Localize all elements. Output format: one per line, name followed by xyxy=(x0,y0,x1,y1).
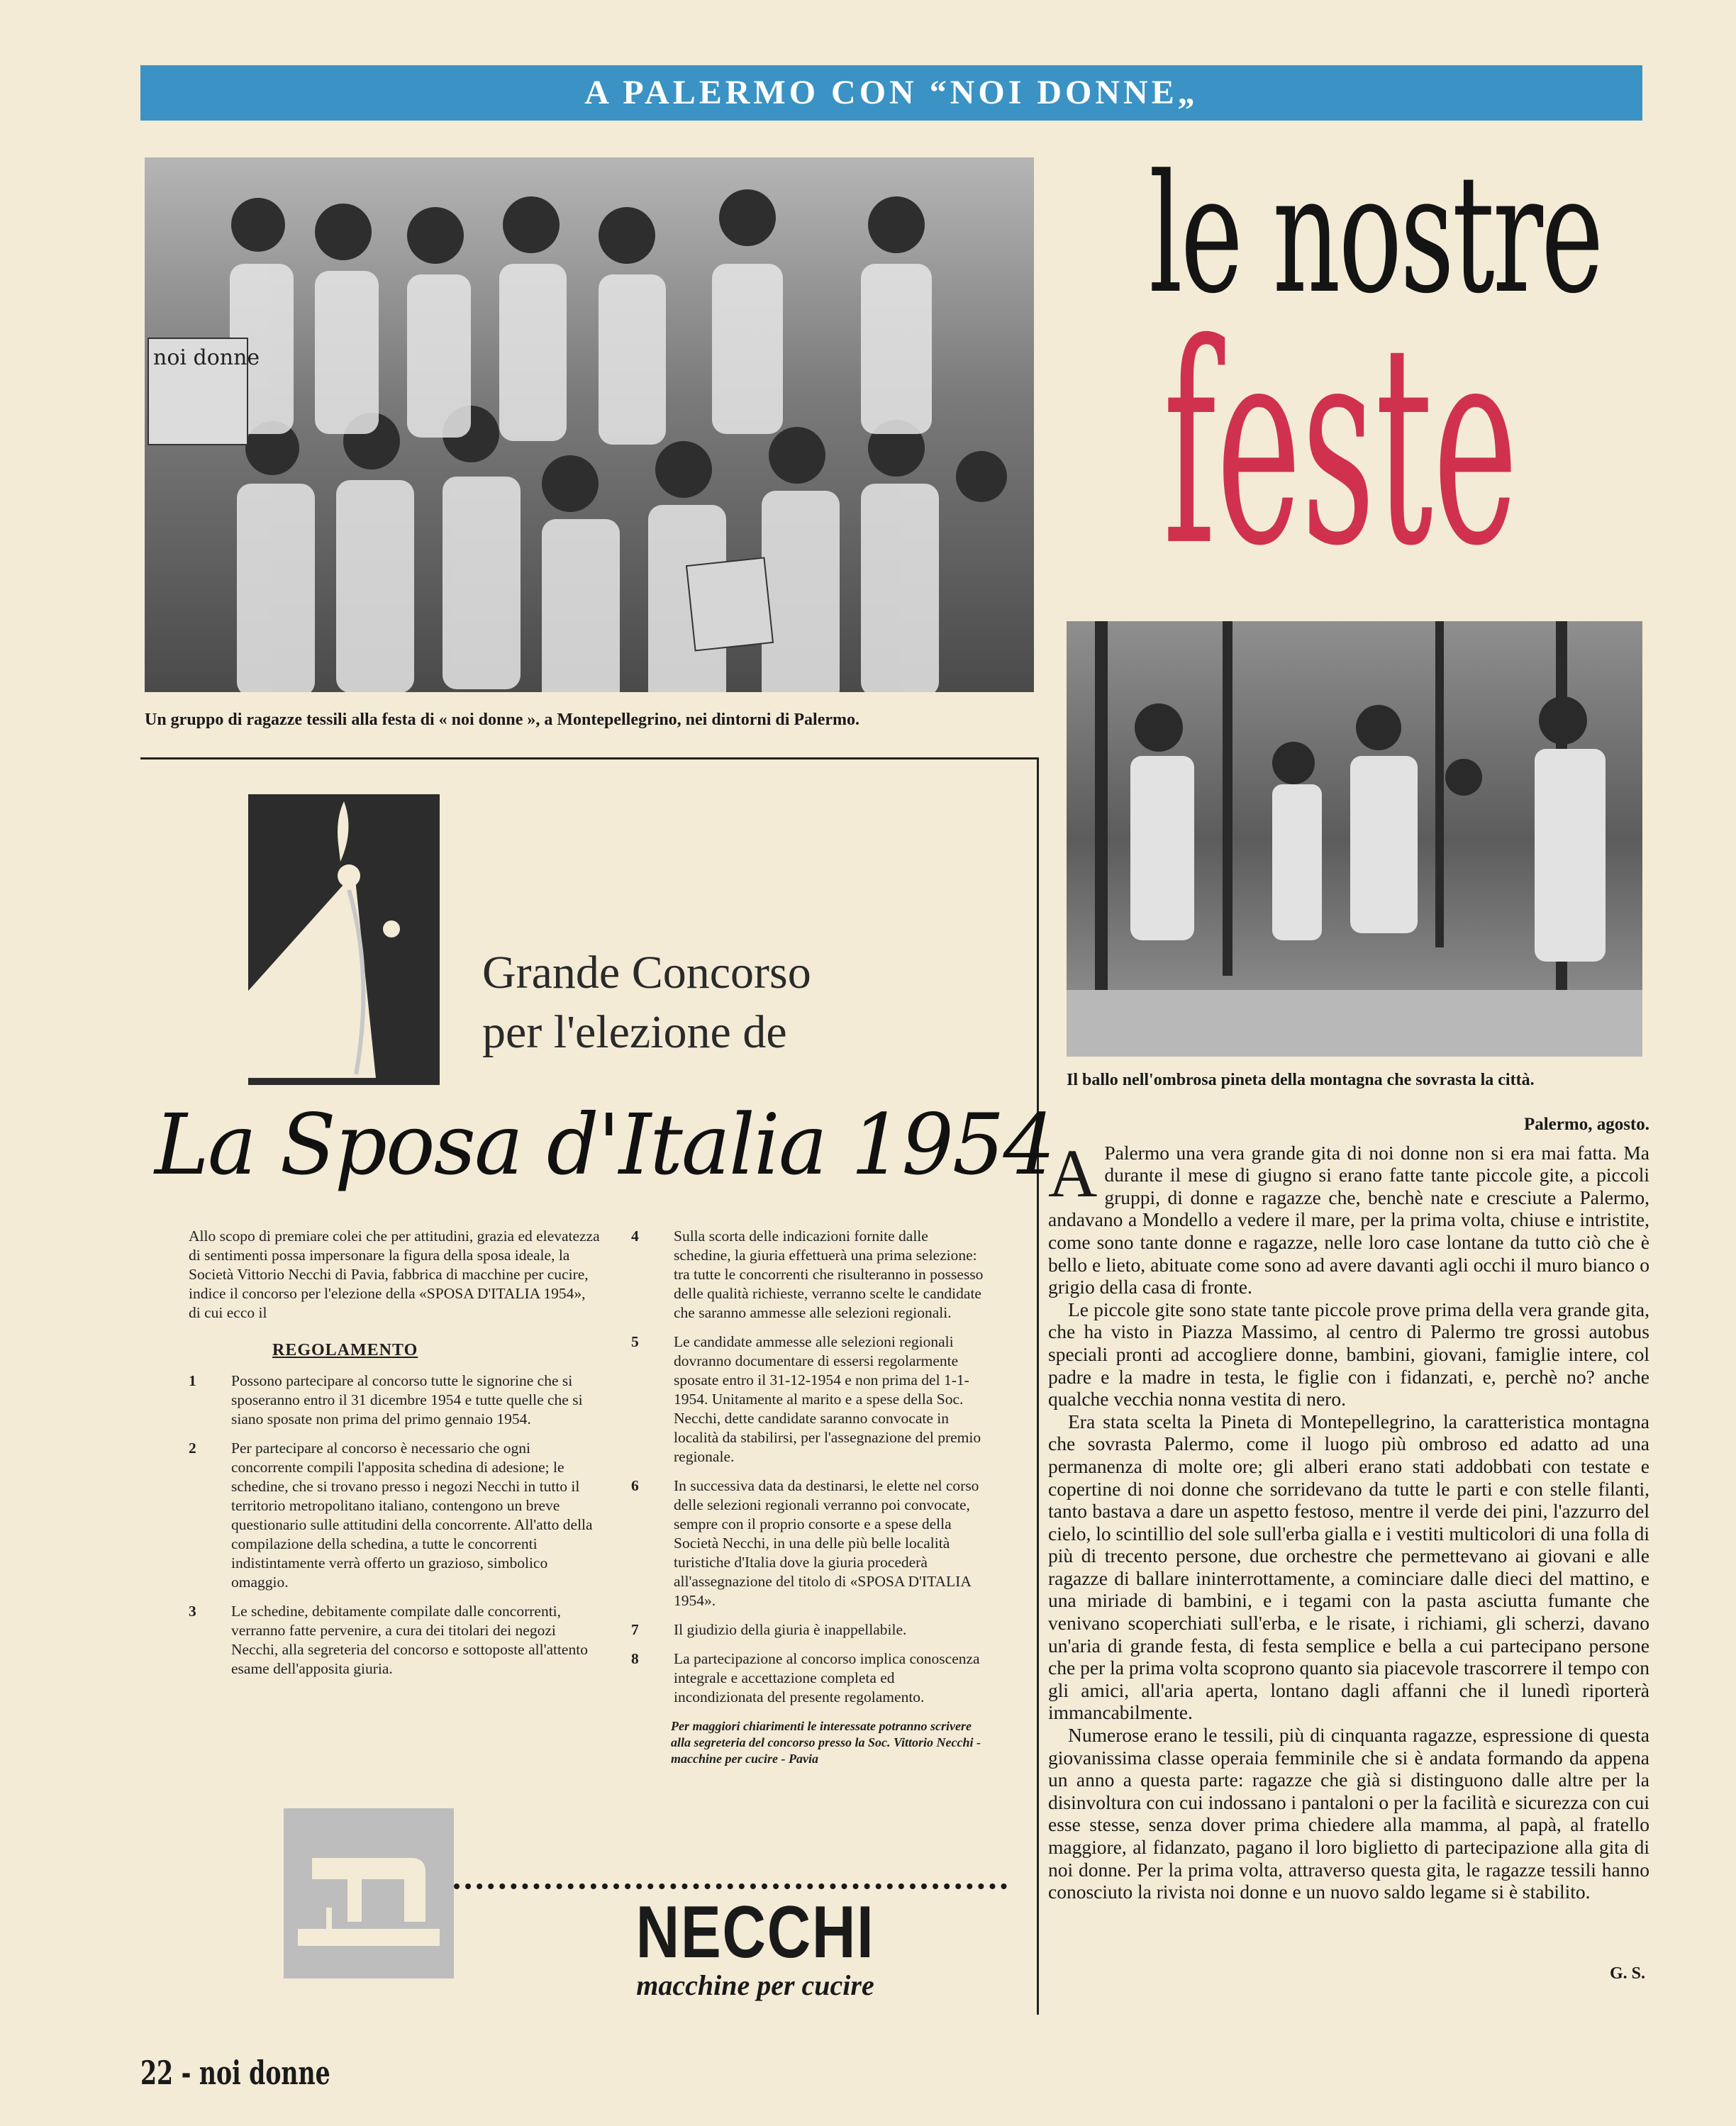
sewing-machine-icon xyxy=(284,1808,454,1978)
rule-number: 8 xyxy=(631,1650,639,1667)
bride-illustration xyxy=(163,794,461,1092)
section-banner: A PALERMO CON “NOI DONNE„ xyxy=(140,65,1642,121)
rule-number: 3 xyxy=(189,1603,196,1620)
article-paragraph: Numerose erano le tessili, più di cinquanta ragazze, espressione di questa giovanissima classe operaia femminile che si è andata formando da appena un anno a questa parte: ragazze che già si distinguono dalle altre per la disinvoltura con cui indossano i pantaloni o per la facilità e sicurezza con cui esse stesse, senza dover prima chiedere alla mamma, al papà, al fratello maggiore, al fidanzato, pagano il loro biglietto di partecipazione alla gita di noi donne. Per la prima volta, attraverso questa gita, le ragazze tessili hanno conosciuto la rivista noi donne e un nuovo saldo legame si è stabilito. xyxy=(1048,1724,1649,1903)
rule-number: 1 xyxy=(189,1372,196,1389)
page-folio: 22 - noi donne xyxy=(140,2054,330,2092)
rule-item xyxy=(631,1332,986,1467)
rule-text: Sulla scorta delle indicazioni fornite dalle schedine, la giuria effettuerà una prima selezione: tra tutte le concorrenti che risulteranno in possesso delle qualità richieste, verranno scelte le candidate che saranno ammesse alle selezioni regionali. xyxy=(674,1228,984,1321)
rule-number: 5 xyxy=(631,1333,639,1350)
rule-number: 2 xyxy=(189,1440,196,1457)
article-body xyxy=(1048,1113,1649,1903)
ad-intro: Allo scopo di premiare colei che per attitudini, grazia ed elevatezza di sentimenti possa impersonare la figura della sposa ideale, la Società Vittorio Necchi di Pavia, fabbrica di macchine per cucire, indice il concorso per l'elezione della «SPOSA D'ITALIA 1954», di cui ecco il xyxy=(189,1228,600,1321)
ad-title xyxy=(482,943,811,1062)
rule-number: 4 xyxy=(631,1228,639,1245)
article-paragraph: Palermo una vera grande gita di noi donne non si era mai fatta. Ma durante il mese di giugno si erano fatte tante piccole gite, a piccoli gruppi, di donne e ragazze che, benchè nate e cresciute a Palermo, andavano a Mondello a vedere il mare, per la prima volta, chiuse e intristite, come sono tante donne e ragazze, nelle loro case lontane da tutto ciò che è bello e lieto, abituate come sono ad avere davanti agli occhi il muro bianco o grigio della casa di fronte. xyxy=(1048,1141,1649,1298)
ad-script-title: La Sposa d'Italia 1954 xyxy=(155,1096,1055,1193)
rule-text: In successiva data da destinarsi, le elette nel corso delle selezioni regionali verranno poi convocate, sempre con il proprio consorte e a spese della Società Necchi, in una delle più belle località turistiche d'Italia dove la giuria procederà all'assegnazione del titolo di «SPOSA D'ITALIA 1954». xyxy=(674,1477,979,1609)
brand-name: NECCHI xyxy=(635,1891,875,1974)
necchi-logo xyxy=(589,1893,922,2002)
magazine-cover-text: noi donne xyxy=(153,345,260,370)
headline-line2: feste xyxy=(1163,284,1518,606)
rule-text: Il giudizio della giuria è inappellabile. xyxy=(674,1621,907,1638)
headline-line1: le nostre xyxy=(1149,140,1602,330)
ad-title-line2: per l'elezione de xyxy=(482,1006,787,1058)
rule-item xyxy=(631,1649,986,1707)
rule-item xyxy=(631,1476,986,1610)
rule-text: Le candidate ammesse alle selezioni regionali dovranno documentare di essersi regolarmente sposate entro il 31-12-1954 e non prima del 1-1-1954. Unitamente al marito e a spese della Soc. Necchi, dette candidate saranno convocate in località da stabilirsi, per l'assegnazione del premio regionale. xyxy=(674,1333,981,1465)
rule-number: 7 xyxy=(631,1621,639,1638)
photo-caption-2: Il ballo nell'ombrosa pineta della montagna che sovrasta la città. xyxy=(1067,1071,1535,1089)
brand-tagline: macchine per cucire xyxy=(636,1969,874,2001)
dotted-divider xyxy=(454,1883,1007,1889)
rules-title: REGOLAMENTO xyxy=(272,1341,418,1359)
rule-number: 6 xyxy=(631,1477,639,1494)
group-photo xyxy=(145,157,1034,692)
rule-item xyxy=(631,1227,986,1323)
rule-text: Per partecipare al concorso è necessario che ogni concorrente compili l'apposita schedina di adesione; le schedine, che si trovano presso i negozi Necchi in tutto il territorio metropolitano italiano, contengono un breve questionario sulle attitudini della concorrente. All'atto della compilazione della schedina, a tutte le concorrenti indistintamente verrà offerto un grazioso, simbolico omaggio. xyxy=(231,1440,593,1591)
rule-item xyxy=(189,1371,600,1429)
dance-photo xyxy=(1067,621,1642,1057)
rule-text: Possono partecipare al concorso tutte le signorine che si sposeranno entro il 31 dicembre 1954 e tutte quelle che si siano sposate non prima del primo gennaio 1954. xyxy=(231,1372,583,1427)
rule-item xyxy=(189,1602,600,1679)
photo-caption-1: Un gruppo di ragazze tessili alla festa di « noi donne », a Montepellegrino, nei dintorni di Palermo. xyxy=(145,711,859,729)
article-paragraph: Era stata scelta la Pineta di Montepellegrino, la caratteristica montagna che sovrasta Palermo, come il luogo più ombroso ed adatto ad una permanenza di molte ore; gli alberi erano stati addobbati con testate e copertine di noi donne che sorridevano da tutte le parti e con stelle filanti, tanto bastava a dare un aspetto festoso, mentre il verde dei pini, l'azzurro del cielo, lo scintillio del sole sull'erba gialla e i vestiti multicolori di una folla di più di trecento persone, due orchestre che permettevano ai giovani e alle ragazze di ballare ininterrottamente, a cominciare dalle dieci del mattino, e una miriade di bambini, e i tegami con la pasta asciutta fumante che venivano scoperchiati sull'erba, e le risate, i richiami, gli scherzi, davano un'aria di grande festa, di festa semplice e bella a cui partecipano persone che per la prima volta scoprono quanto sia piacevole trascorrere il tempo con gli amici, all'aria aperta, lontano dagli affanni che il lunedì riporterà immancabilmente. xyxy=(1048,1410,1649,1724)
article-dateline: Palermo, agosto. xyxy=(1523,1115,1649,1134)
ad-title-line1: Grande Concorso xyxy=(482,947,811,998)
rule-text: La partecipazione al concorso implica conoscenza integrale e accettazione completa ed incondizionata del presente regolamento. xyxy=(674,1650,980,1705)
rule-item xyxy=(189,1439,600,1592)
ad-left-column xyxy=(189,1227,600,1688)
ad-note: Per maggiori chiarimenti le interessate potranno scrivere alla segreteria del concorso presso la Soc. Vittorio Necchi - macchine per cucire - Pavia xyxy=(671,1719,981,1766)
drop-cap: A xyxy=(1048,1135,1098,1211)
ad-right-column xyxy=(631,1227,986,1767)
rule-item xyxy=(631,1620,986,1640)
rule-text: Le schedine, debitamente compilate dalle concorrenti, verranno fatte pervenire, a cura dei titolari dei negozi Necchi, alla segreteria del concorso e sottoposte all'attento esame dell'apposita giuria. xyxy=(231,1603,588,1677)
article-paragraph: Le piccole gite sono state tante piccole prove prima della vera grande gita, che ha visto in Piazza Massimo, al centro di Palermo tre grossi autobus speciali pronti ad accogliere donne, bambini, giovani, famiglie intere, col padre e la madre in testa, le figlie con i fidanzati, e, perchè no? anche qualche vecchia nonna vestita di nero. xyxy=(1048,1298,1649,1410)
author-signature: G. S. xyxy=(1610,1964,1646,1983)
